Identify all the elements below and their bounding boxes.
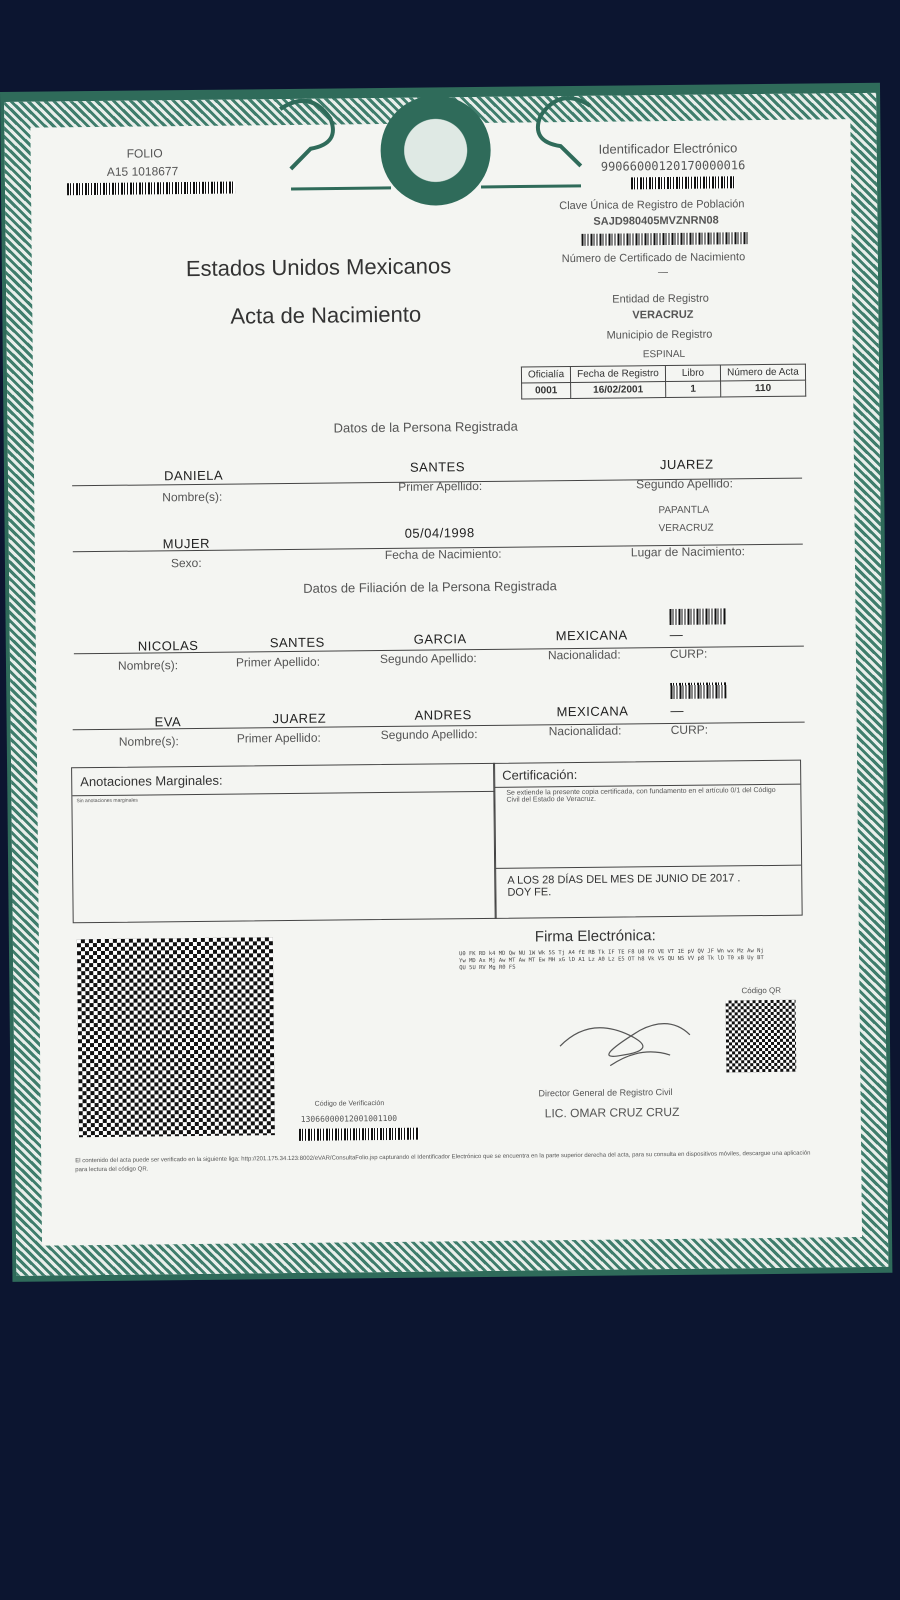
- madre-curp-barcode: [670, 682, 726, 699]
- fecha-label: Fecha de Nacimiento:: [384, 546, 502, 562]
- lugar-label: Lugar de Nacimiento:: [630, 544, 746, 560]
- madre-nac: MEXICANA: [556, 703, 629, 720]
- padre-nac: MEXICANA: [555, 627, 628, 644]
- verificacion-barcode: [299, 1128, 419, 1141]
- certificacion-fecha: A LOS 28 DÍAS DEL MES DE JUNIO DE 2017 .: [507, 872, 741, 887]
- certificacion-doy: DOY FE.: [507, 886, 552, 899]
- padre-ap1-label: Primer Apellido:: [235, 654, 321, 670]
- madre-curp-label: CURP:: [670, 722, 709, 738]
- table-cell: 1: [665, 381, 720, 398]
- padre-curp: —: [669, 626, 684, 643]
- madre-nombre-label: Nombre(s):: [118, 734, 179, 749]
- identificador-value: 99066000120170000016: [600, 158, 746, 174]
- padre-ap2: GARCIA: [413, 631, 467, 647]
- table-cell: 110: [721, 380, 806, 397]
- certificate-paper: [30, 119, 862, 1246]
- persona-sexo: MUJER: [162, 535, 211, 552]
- identificador-label: Identificador Electrónico: [598, 140, 738, 157]
- certificacion-text: Se extiende la presente copia certificada, con fundamento en el artículo 0/1 del Código Civil del Estado de Veracruz.: [494, 785, 801, 869]
- madre-ap1-label: Primer Apellido:: [236, 730, 321, 746]
- anotaciones-text: Sin anotaciones marginales: [76, 797, 138, 805]
- padre-nac-label: Nacionalidad:: [547, 647, 621, 663]
- municipio-label: Municipio de Registro: [606, 328, 713, 342]
- firma-title: Firma Electrónica:: [534, 927, 656, 946]
- certificado-label: Número de Certificado de Nacimiento: [561, 251, 746, 266]
- qr-code: [726, 1000, 797, 1073]
- anotaciones-box: [71, 763, 497, 923]
- madre-nac-label: Nacionalidad:: [548, 723, 622, 739]
- lugar-line2: VERACRUZ: [658, 522, 714, 535]
- certificacion-box: [493, 760, 803, 919]
- signature: [550, 1005, 701, 1082]
- curp-barcode: [582, 232, 748, 246]
- sexo-label: Sexo:: [170, 555, 202, 571]
- madre-ap1: JUAREZ: [272, 710, 327, 727]
- national-seal-icon: [380, 95, 491, 206]
- padre-nombre-label: Nombre(s):: [117, 658, 179, 673]
- table-cell: 0001: [522, 383, 571, 400]
- persona-section-title: Datos de la Persona Registrada: [333, 418, 518, 436]
- verification-qr-code: [77, 937, 275, 1137]
- document-title: Acta de Nacimiento: [230, 301, 422, 329]
- padre-curp-barcode: [669, 608, 725, 625]
- firma-hash: U0 FK RD k4 MD Qw NU 1W Wk 5S Tj A4 fE RB Tk IF TE F8 U0 FO VE VT IE pV QV JF Wn wx Mz Aw Nj Yw MD Ax Mj Aw MT Aw MT Ew MH xG lD A1 Lz A0 Lz E5 OT h8 Vk VS QU NS VV p8 Tk lD T0 xB Uy BT QU 5U RV Mg R0 FS: [459, 948, 764, 972]
- qr-label: Código QR: [741, 985, 782, 996]
- filiacion-section-title: Datos de Filiación de la Persona Registrada: [303, 578, 557, 596]
- entidad-value: VERACRUZ: [632, 308, 694, 322]
- certificacion-title: Certificación:: [494, 761, 800, 788]
- lugar-line1: PAPANTLA: [658, 504, 710, 517]
- persona-fecha: 05/04/1998: [404, 525, 475, 541]
- table-header: Libro: [665, 365, 720, 382]
- padre-ap2-label: Segundo Apellido:: [379, 651, 477, 667]
- folio-value: A15 1018677: [106, 164, 179, 179]
- nombre-label: Nombre(s):: [162, 489, 223, 505]
- table-header: Fecha de Registro: [571, 366, 666, 383]
- identificador-barcode: [631, 176, 735, 189]
- municipio-value: ESPINAL: [642, 348, 686, 361]
- persona-ap1: SANTES: [409, 459, 466, 475]
- persona-ap2: JUAREZ: [659, 456, 714, 473]
- curp-label: Clave Única de Registro de Población: [559, 198, 745, 213]
- madre-ap2-label: Segundo Apellido:: [380, 727, 478, 743]
- certificado-value: —: [657, 267, 668, 279]
- anotaciones-title: Anotaciones Marginales:: [72, 764, 494, 796]
- table-cell: 16/02/2001: [571, 382, 666, 399]
- director-name: LIC. OMAR CRUZ CRUZ: [544, 1104, 680, 1121]
- padre-curp-label: CURP:: [669, 646, 708, 662]
- padre-nombre: NICOLAS: [137, 637, 199, 654]
- ap2-label: Segundo Apellido:: [636, 476, 733, 492]
- persona-nombre: DANIELA: [163, 467, 224, 484]
- madre-curp: —: [670, 702, 685, 719]
- folio-barcode: [67, 182, 235, 196]
- verificacion-label: Código de Verificación: [314, 1100, 385, 1108]
- ap1-label: Primer Apellido:: [398, 478, 483, 494]
- director-label: Director General de Registro Civil: [538, 1087, 673, 1099]
- footer-text: El contenido del acta puede ser verificado en la siguiente liga: http://201.175.34.123:8002/eVAR/ConsultaFolio.jsp capturando el Identificador Electrónico que se encuentra en la parte superior derecha del acta, para su consulta en dispositivos móviles, descargue una aplicación para lectura del código QR.: [75, 1150, 811, 1174]
- registro-table: [521, 364, 806, 400]
- folio-label: FOLIO: [126, 146, 163, 161]
- padre-ap1: SANTES: [269, 634, 325, 651]
- madre-nombre: EVA: [154, 714, 182, 730]
- madre-ap2: ANDRES: [414, 707, 472, 723]
- table-header: Número de Acta: [720, 364, 805, 381]
- birth-certificate: [0, 83, 892, 1282]
- curp-value: SAJD980405MVZNRN08: [593, 214, 719, 228]
- table-header: Oficialía: [521, 367, 570, 384]
- country-title: Estados Unidos Mexicanos: [185, 253, 452, 282]
- verificacion-value: 13066000012001001100: [300, 1113, 398, 1124]
- entidad-label: Entidad de Registro: [612, 292, 709, 306]
